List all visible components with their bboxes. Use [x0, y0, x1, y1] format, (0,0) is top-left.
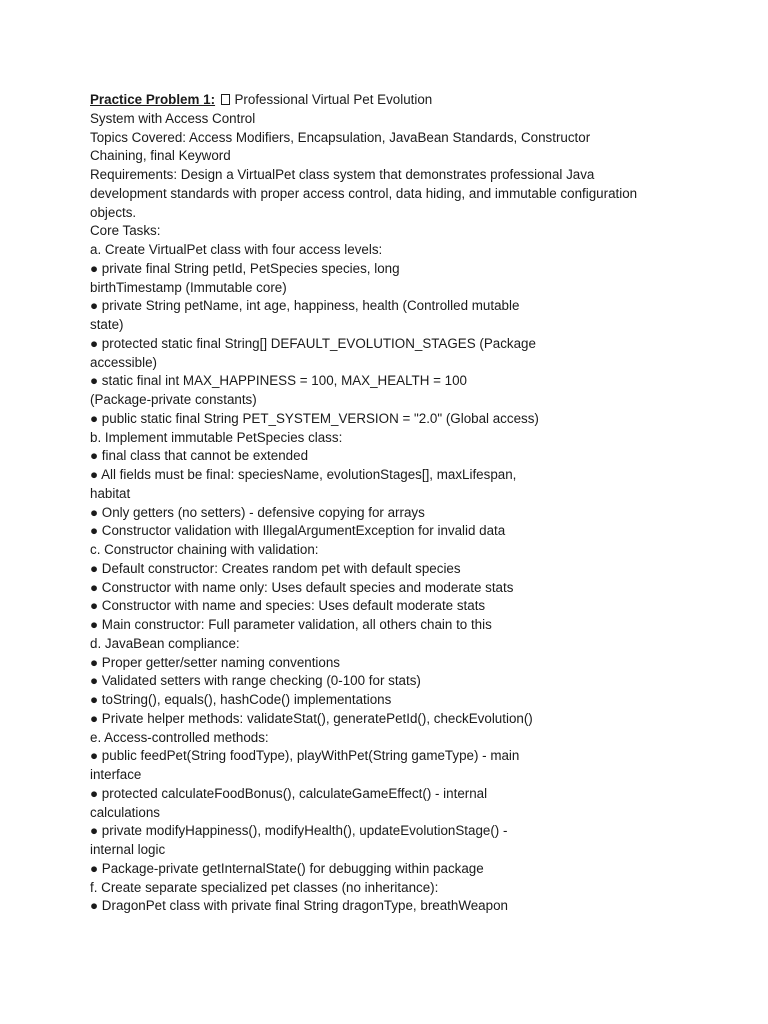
bullet-item: ● private String petName, int age, happiness, health (Controlled mutable: [90, 298, 520, 314]
title-label: Practice Problem 1:: [90, 92, 216, 107]
text-line: Chaining, final Keyword: [90, 148, 231, 164]
missing-glyph-icon: [221, 94, 230, 105]
bullet-item: ● Constructor validation with IllegalArgumentException for invalid data: [90, 523, 506, 539]
text-line: System with Access Control: [90, 110, 256, 126]
bullet-item: ● protected calculateFoodBonus(), calculateGameEffect() - internal: [90, 785, 488, 801]
section-heading: Core Tasks:: [90, 223, 161, 239]
text-line: internal logic: [90, 842, 166, 857]
text-line: state): [90, 317, 124, 332]
text-line: birthTimestamp (Immutable core): [90, 279, 287, 295]
bullet-item: ● Main constructor: Full parameter validation, all others chain to this: [90, 617, 492, 632]
text-line: habitat: [90, 485, 131, 501]
bullet-item: ● Package-private getInternalState() for debugging within package: [90, 860, 484, 876]
bullet-item: ● static final int MAX_HAPPINESS = 100, MAX_HEALTH = 100: [90, 373, 467, 389]
document-title: [90, 91, 690, 110]
title-text: Professional Virtual Pet Evolution: [230, 92, 433, 107]
bullet-item: ● public feedPet(String foodType), playWithPet(String gameType) - main: [90, 748, 520, 764]
text-line: calculations: [90, 804, 160, 820]
task-heading: a. Create VirtualPet class with four access levels:: [90, 242, 383, 257]
bullet-item: ● Private helper methods: validateStat(), generatePetId(), checkEvolution(): [90, 710, 533, 726]
bullet-item: ● private final String petId, PetSpecies species, long: [90, 260, 400, 276]
text-line: development standards with proper access control, data hiding, and immutable configuration: [90, 185, 638, 201]
bullet-item: ● Only getters (no setters) - defensive copying for arrays: [90, 504, 425, 520]
task-heading: b. Implement immutable PetSpecies class:: [90, 429, 343, 445]
bullet-item: ● Constructor with name and species: Uses default moderate stats: [90, 598, 486, 614]
bullet-item: ● DragonPet class with private final String dragonType, breathWeapon: [90, 898, 508, 914]
text-line: Requirements: Design a VirtualPet class system that demonstrates professional Java: [90, 167, 595, 182]
task-heading: f. Create separate specialized pet classes (no inheritance):: [90, 879, 439, 895]
bullet-item: ● Default constructor: Creates random pet with default species: [90, 560, 461, 576]
document-body: [90, 91, 690, 916]
bullet-item: ● All fields must be final: speciesName, evolutionStages[], maxLifespan,: [90, 467, 517, 482]
task-heading: e. Access-controlled methods:: [90, 729, 269, 745]
bullet-item: ● final class that cannot be extended: [90, 448, 309, 464]
text-line: (Package-private constants): [90, 392, 257, 407]
text-line: interface: [90, 767, 142, 782]
bullet-item: ● Constructor with name only: Uses default species and moderate stats: [90, 579, 514, 595]
text-line: objects.: [90, 204, 137, 220]
text-line: accessible): [90, 354, 157, 370]
bullet-item: ● Proper getter/setter naming conventions: [90, 654, 340, 670]
bullet-item: ● public static final String PET_SYSTEM_VERSION = "2.0" (Global access): [90, 410, 539, 426]
bullet-item: ● private modifyHappiness(), modifyHealth(), updateEvolutionStage() -: [90, 823, 508, 839]
text-line: Topics Covered: Access Modifiers, Encapsulation, JavaBean Standards, Constructor: [90, 129, 591, 145]
bullet-item: ● toString(), equals(), hashCode() implementations: [90, 692, 392, 707]
task-heading: c. Constructor chaining with validation:: [90, 542, 319, 557]
bullet-item: ● protected static final String[] DEFAULT_EVOLUTION_STAGES (Package: [90, 335, 536, 351]
bullet-item: ● Validated setters with range checking (0-100 for stats): [90, 673, 421, 689]
task-heading: d. JavaBean compliance:: [90, 635, 240, 651]
